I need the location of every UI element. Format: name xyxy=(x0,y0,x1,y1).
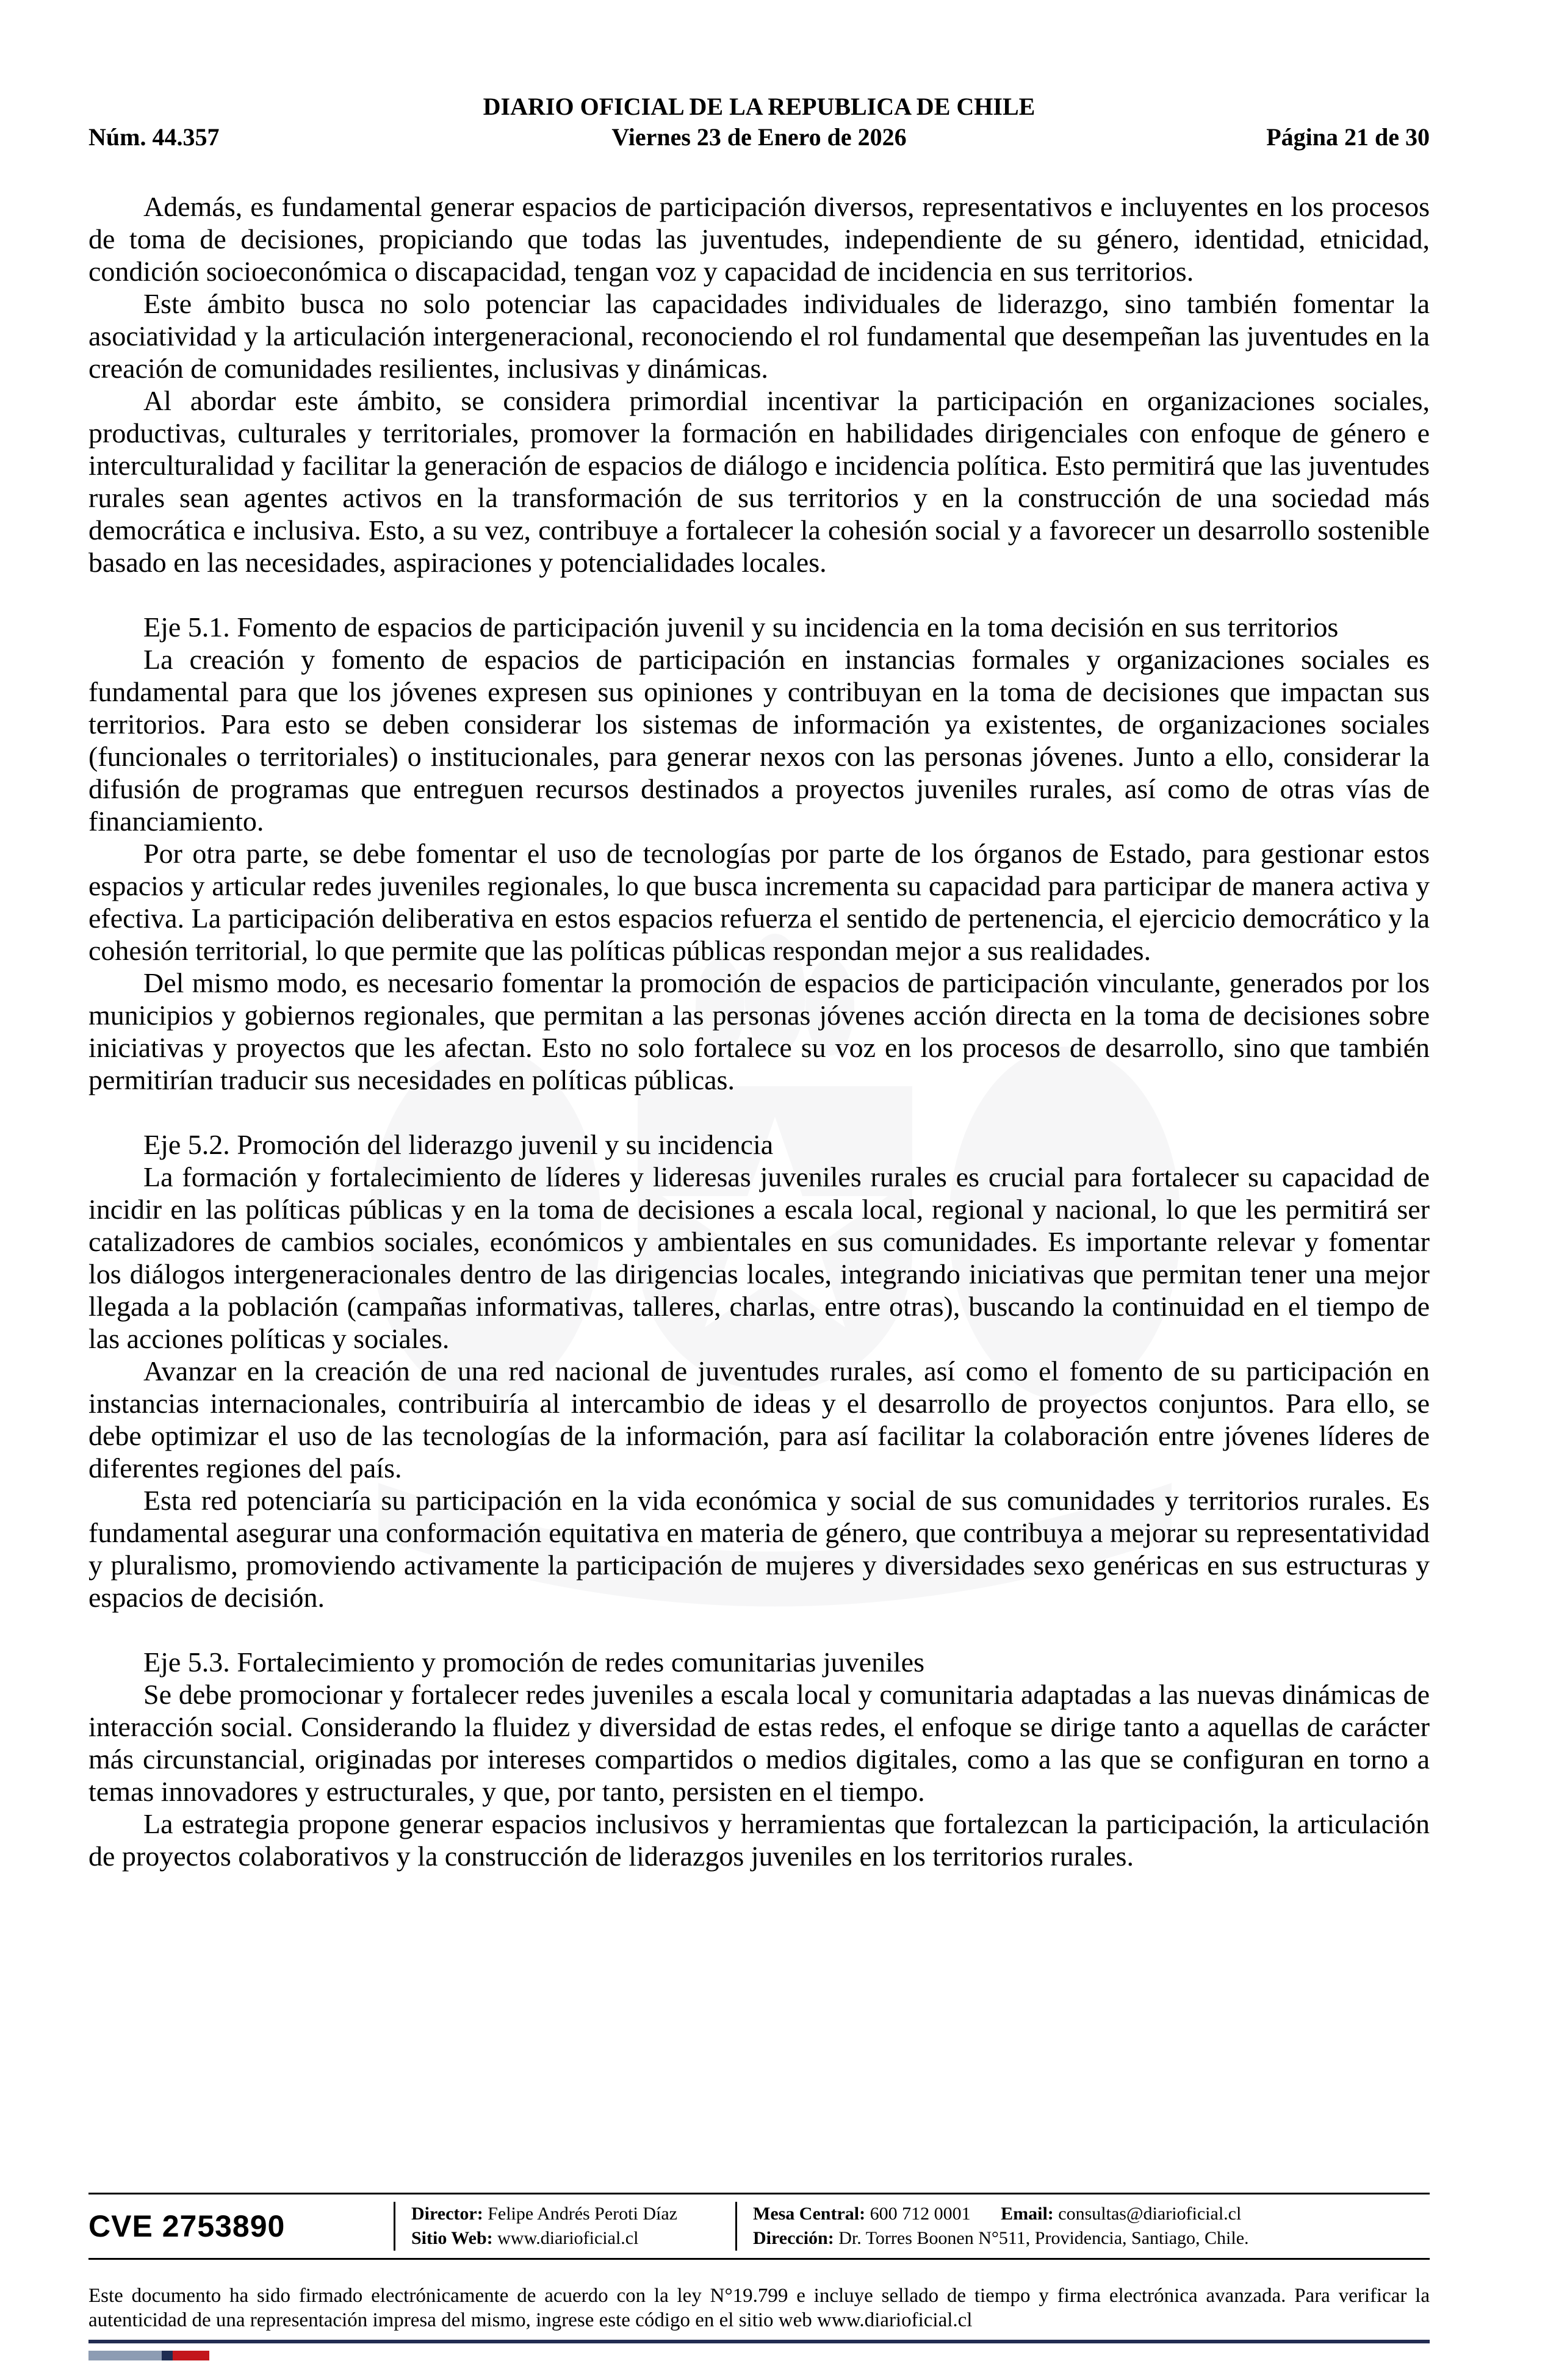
section-heading: Eje 5.1. Fomento de espacios de participación juvenil y su incidencia en la toma decisión en sus territorios xyxy=(143,611,1339,643)
director-label: Director: xyxy=(411,2204,483,2224)
flag-mark-navy-bar xyxy=(162,2351,173,2360)
website-url: www.diarioficial.cl xyxy=(497,2228,639,2248)
paragraph: Avanzar en la creación de una red nacional de juventudes rurales, así como el fomento de su participación en instancias internacionales, contribuiría al intercambio de ideas y el desarrollo de proyectos conjuntos. Para ello, se debe optimizar el uso de las tecnologías de la información, para así facilitar la colaboración entre jóvenes líderes de diferentes regiones del país. xyxy=(88,1355,1430,1484)
footer-contact-block xyxy=(735,2202,1430,2251)
footer-director-block xyxy=(394,2202,735,2251)
page-header xyxy=(88,92,1430,153)
document-body xyxy=(88,190,1430,1872)
paragraph: Se debe promocionar y fortalecer redes juveniles a escala local y comunitaria adaptadas a las nuevas dinámicas de interacción social. Considerando la fluidez y diversidad de estas redes, el enfoque se dirige tanto a aquellas de carácter más circunstancial, originadas por intereses compartidos o medios digitales, como a las que se configuran en torno a temas innovadores y estructurales, y que, por tanto, persisten en el tiempo. xyxy=(88,1679,1430,1807)
address-label: Dirección: xyxy=(753,2228,834,2248)
paragraph: La estrategia propone generar espacios inclusivos y herramientas que fortalezcan la participación, la articulación de proyectos colaborativos y la construcción de liderazgos juveniles en los territorios rurales. xyxy=(88,1808,1430,1872)
issue-date: Viernes 23 de Enero de 2026 xyxy=(611,123,907,151)
website-label: Sitio Web: xyxy=(411,2228,493,2248)
paragraph: Por otra parte, se debe fomentar el uso de tecnologías por parte de los órganos de Estado, para gestionar estos espacios y articular redes juveniles regionales, lo que busca incrementa su capacidad para participar de manera activa y efectiva. La participación deliberativa en estos espacios refuerza el sentido de pertenencia, el ejercicio democrático y la cohesión territorial, lo que permite que las políticas públicas respondan mejor a sus realidades. xyxy=(88,838,1430,966)
section-heading: Eje 5.2. Promoción del liderazgo juvenil y su incidencia xyxy=(143,1129,774,1160)
issue-number: Núm. 44.357 xyxy=(88,123,220,151)
mesa-central-label: Mesa Central: xyxy=(753,2204,866,2224)
footer-info-bar xyxy=(88,2193,1430,2260)
page-number: Página 21 de 30 xyxy=(1266,123,1430,151)
email-address: consultas@diarioficial.cl xyxy=(1058,2204,1242,2224)
paragraph: Del mismo modo, es necesario fomentar la promoción de espacios de participación vinculante, generados por los municipios y gobiernos regionales, que permitan a las personas jóvenes acción directa en la toma de decisiones sobre iniciativas y proyectos que les afectan. Esto no solo fortalece su voz en los procesos de desarrollo, sino que también permitirían traducir sus necesidades en políticas públicas. xyxy=(88,967,1430,1095)
legal-notice: Este documento ha sido firmado electrónicamente de acuerdo con la ley N°19.799 e incluye sellado de tiempo y firma electrónica avanzada. Para verificar la autenticidad de una representación impresa del mismo, ingrese este código en el sitio web www.diarioficial.cl xyxy=(88,2285,1430,2331)
email-label: Email: xyxy=(1001,2204,1054,2224)
address-line xyxy=(753,2226,1430,2251)
cve-code: CVE 2753890 xyxy=(88,2209,286,2243)
flag-mark-slate-bar xyxy=(88,2351,162,2360)
paragraph: La formación y fortalecimiento de líderes y lideresas juveniles rurales es crucial para fortalecer su capacidad de incidir en las políticas públicas y en la toma de decisiones a escala local, regional y nacional, lo que les permitirá ser catalizadores de cambios sociales, económicos y ambientales en sus comunidades. Es importante relevar y fomentar los diálogos intergeneracionales dentro de las dirigencias locales, integrando iniciativas que permitan tener una mejor llegada a la población (campañas informativas, talleres, charlas, entre otras), buscando la continuidad en el tiempo de las acciones políticas y sociales. xyxy=(88,1161,1430,1354)
paragraph: La creación y fomento de espacios de participación en instancias formales y organizaciones sociales es fundamental para que los jóvenes expresen sus opiniones y contribuyan en la toma de decisiones que impactan sus territorios. Para esto se deben considerar los sistemas de información ya existentes, de organizaciones sociales (funcionales o territoriales) o institucionales, para generar nexos con las personas jóvenes. Junto a ello, considerar la difusión de programas que entreguen recursos destinados a proyectos juveniles rurales, así como de otras vías de financiamiento. xyxy=(88,644,1430,837)
header-meta-row xyxy=(88,122,1430,153)
paragraph: Esta red potenciaría su participación en la vida económica y social de sus comunidades y territorios rurales. Es fundamental asegurar una conformación equitativa en materia de género, que contribuya a mejorar su representatividad y pluralismo, promoviendo activamente la participación de mujeres y diversidades sexo genéricas en sus estructuras y espacios de decisión. xyxy=(88,1485,1430,1613)
section-heading: Eje 5.3. Fortalecimiento y promoción de redes comunitarias juveniles xyxy=(143,1646,924,1678)
website-line xyxy=(411,2226,735,2251)
flag-mark-red-bar xyxy=(173,2351,209,2360)
gazette-title: DIARIO OFICIAL DE LA REPUBLICA DE CHILE xyxy=(483,93,1036,120)
address-value: Dr. Torres Boonen N°511, Providencia, Santiago, Chile. xyxy=(838,2228,1249,2248)
phone-email-line xyxy=(753,2202,1430,2226)
bottom-rule xyxy=(88,2340,1430,2343)
paragraph: Este ámbito busca no solo potenciar las capacidades individuales de liderazgo, sino también fomentar la asociatividad y la articulación intergeneracional, reconociendo el rol fundamental que desempeñan las juventudes en la creación de comunidades resilientes, inclusivas y dinámicas. xyxy=(88,288,1430,384)
flag-mark xyxy=(88,2351,209,2360)
mesa-central-number: 600 712 0001 xyxy=(870,2204,971,2224)
director-line xyxy=(411,2202,735,2226)
paragraph: Además, es fundamental generar espacios de participación diversos, representativos e incluyentes en los procesos de toma de decisiones, propiciando que todas las juventudes, independiente de su género, identidad, etnicidad, condición socioeconómica o discapacidad, tengan voz y capacidad de incidencia en sus territorios. xyxy=(88,191,1430,287)
paragraph: Al abordar este ámbito, se considera primordial incentivar la participación en organizaciones sociales, productivas, culturales y territoriales, promover la formación en habilidades dirigenciales con enfoque de género e interculturalidad y facilitar la generación de espacios de diálogo e incidencia política. Esto permitirá que las juventudes rurales sean agentes activos en la transformación de sus territorios y en la construcción de una sociedad más democrática e inclusiva. Esto, a su vez, contribuye a fortalecer la cohesión social y a favorecer un desarrollo sostenible basado en las necesidades, aspiraciones y potencialidades locales. xyxy=(88,385,1430,578)
director-name: Felipe Andrés Peroti Díaz xyxy=(488,2204,677,2224)
